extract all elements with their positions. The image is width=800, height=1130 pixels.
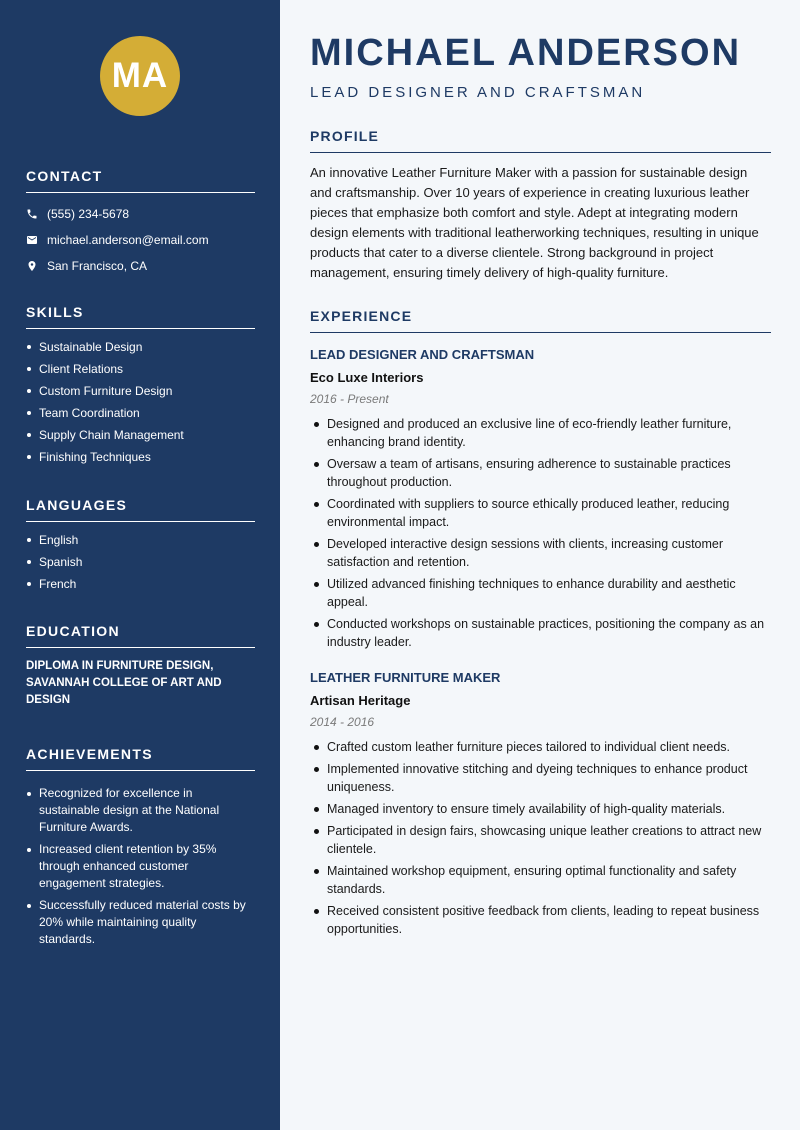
- list-item: Finishing Techniques: [26, 446, 255, 468]
- list-item: Supply Chain Management: [26, 424, 255, 446]
- list-item: Coordinated with suppliers to source ethically produced leather, reducing environmental impact.: [310, 495, 771, 531]
- list-item: Increased client retention by 35% through enhanced customer engagement strategies.: [26, 841, 255, 892]
- profile-text: An innovative Leather Furniture Maker with a passion for sustainable design and craftsmanship. Over 10 years of experience in creating luxurious leather pieces that emphasize both comfort and style. Adept at integrating modern design elements with traditional leatherworking techniques, resulting in unique products that cater to a diverse clientele. Strong background in project management, ensuring timely delivery of high-quality furniture.: [310, 165, 759, 280]
- job-company: Eco Luxe Interiors: [310, 370, 424, 385]
- list-item: Client Relations: [26, 358, 255, 380]
- achievements-list: [26, 785, 255, 948]
- phone-icon: [26, 208, 38, 220]
- list-item: English: [26, 529, 255, 551]
- list-item: Participated in design fairs, showcasing unique leather creations to attract new clientele.: [310, 822, 771, 858]
- contact-phone-text: (555) 234-5678: [47, 207, 130, 221]
- list-item: Implemented innovative stitching and dyeing techniques to enhance product uniqueness.: [310, 760, 771, 796]
- skills-heading: SKILLS: [26, 304, 255, 329]
- skills-section: [26, 304, 255, 468]
- sidebar: [0, 0, 280, 1130]
- achievements-section: [26, 746, 255, 953]
- list-item: Managed inventory to ensure timely availability of high-quality materials.: [310, 800, 771, 818]
- experience-heading: EXPERIENCE: [310, 308, 771, 333]
- education-entry: DIPLOMA IN FURNITURE DESIGN, SAVANNAH COLLEGE OF ART AND DESIGN: [26, 660, 222, 706]
- avatar-initials: MA: [111, 56, 169, 95]
- job-dates: 2016 - Present: [310, 392, 389, 406]
- avatar: [100, 36, 180, 116]
- list-item: Spanish: [26, 551, 255, 573]
- languages-heading: LANGUAGES: [26, 497, 255, 522]
- job-dates: 2014 - 2016: [310, 715, 375, 729]
- job-entry: [310, 670, 771, 942]
- skills-list: [26, 336, 255, 468]
- list-item: Conducted workshops on sustainable practices, positioning the company as an industry leader.: [310, 615, 771, 651]
- job-company: Artisan Heritage: [310, 693, 411, 708]
- list-item: Recognized for excellence in sustainable design at the National Furniture Awards.: [26, 785, 255, 836]
- list-item: Custom Furniture Design: [26, 380, 255, 402]
- contact-location: [26, 253, 255, 279]
- job-bullets: [310, 415, 771, 651]
- list-item: Designed and produced an exclusive line of eco-friendly leather furniture, enhancing brand identity.: [310, 415, 771, 451]
- job-title-header: LEAD DESIGNER AND CRAFTSMAN: [310, 84, 646, 101]
- job-bullets: [310, 738, 771, 938]
- contact-phone[interactable]: [26, 201, 255, 227]
- list-item: French: [26, 573, 255, 595]
- list-item: Maintained workshop equipment, ensuring optimal functionality and safety standards.: [310, 862, 771, 898]
- list-item: Developed interactive design sessions with clients, increasing customer satisfaction and retention.: [310, 535, 771, 571]
- education-heading: EDUCATION: [26, 623, 255, 648]
- contact-email[interactable]: [26, 227, 255, 253]
- list-item: Utilized advanced finishing techniques to enhance durability and aesthetic appeal.: [310, 575, 771, 611]
- list-item: Oversaw a team of artisans, ensuring adherence to sustainable practices throughout production.: [310, 455, 771, 491]
- list-item: Sustainable Design: [26, 336, 255, 358]
- education-section: [26, 623, 255, 709]
- languages-list: [26, 529, 255, 595]
- location-pin-icon: [26, 260, 38, 272]
- profile-heading: PROFILE: [310, 128, 771, 153]
- email-icon: [26, 234, 38, 246]
- job-title: LEATHER FURNITURE MAKER: [310, 670, 501, 685]
- list-item: Crafted custom leather furniture pieces tailored to individual client needs.: [310, 738, 771, 756]
- page-title: MICHAEL ANDERSON: [310, 32, 742, 74]
- languages-section: [26, 497, 255, 595]
- contact-heading: CONTACT: [26, 168, 255, 193]
- achievements-heading: ACHIEVEMENTS: [26, 746, 255, 771]
- list-item: Team Coordination: [26, 402, 255, 424]
- list-item: Successfully reduced material costs by 20% while maintaining quality standards.: [26, 897, 255, 948]
- contact-section: [26, 168, 255, 279]
- contact-location-text: San Francisco, CA: [47, 259, 148, 273]
- job-title: LEAD DESIGNER AND CRAFTSMAN: [310, 347, 535, 362]
- job-entry: [310, 347, 771, 655]
- contact-email-text: michael.anderson@email.com: [47, 233, 209, 247]
- list-item: Received consistent positive feedback from clients, leading to repeat business opportunities.: [310, 902, 771, 938]
